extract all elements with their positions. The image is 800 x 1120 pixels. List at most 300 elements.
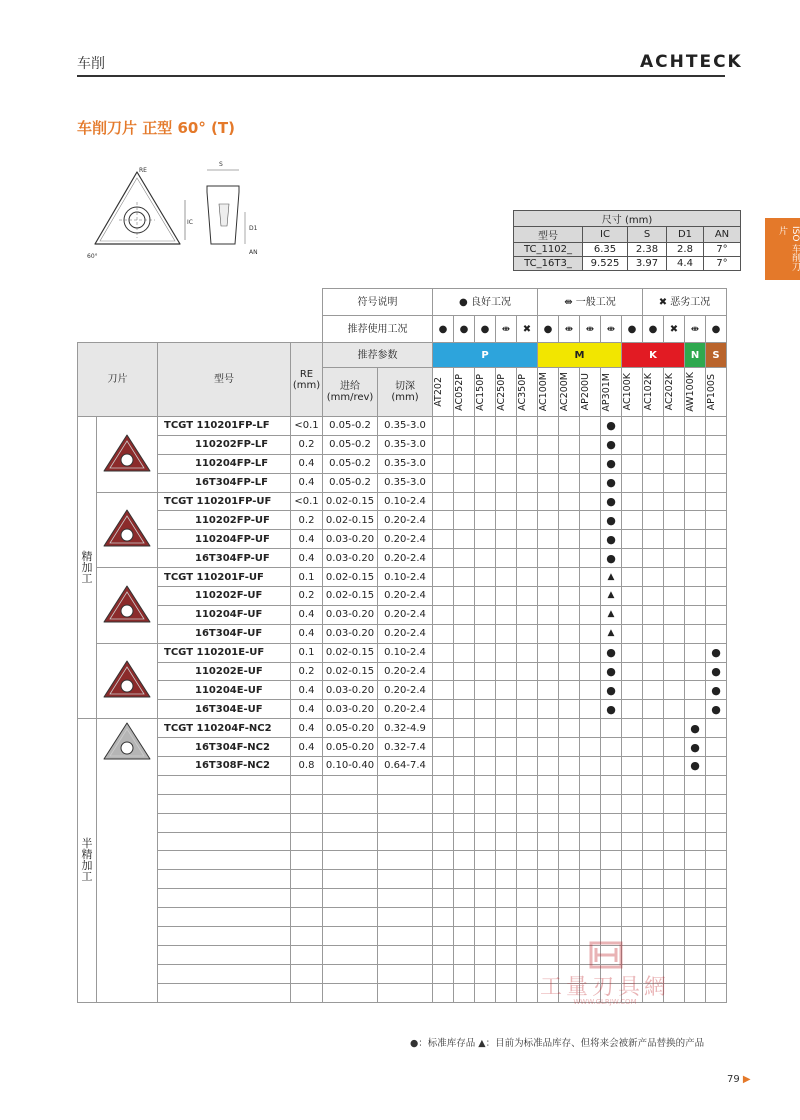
dims-col-model: 型号 <box>514 227 583 243</box>
grade-mark <box>664 417 685 436</box>
depth-cell: 0.20-2.4 <box>378 587 433 606</box>
table-row <box>78 587 727 606</box>
grade-ap301m <box>601 368 622 417</box>
empty-cell <box>378 889 433 908</box>
empty-cell <box>559 813 580 832</box>
grade-mark <box>517 435 538 454</box>
grade-mark <box>475 624 496 643</box>
grade-mark <box>559 624 580 643</box>
empty-cell <box>378 908 433 927</box>
page-arrow-icon: ▶ <box>742 1074 751 1085</box>
grade-mark <box>538 473 559 492</box>
empty-cell <box>323 775 378 794</box>
grade-mark <box>685 530 706 549</box>
grade-mark <box>706 417 727 436</box>
grade-mark <box>433 454 454 473</box>
depth-cell: 0.35-3.0 <box>378 417 433 436</box>
page-title: 车削刀片 正型 60° (T) <box>77 119 235 137</box>
grade-mark: ● <box>601 549 622 568</box>
grade-mark <box>685 511 706 530</box>
grade-mark <box>454 605 475 624</box>
insert-image <box>97 643 158 719</box>
grade-mark <box>433 530 454 549</box>
grade-mark <box>580 492 601 511</box>
insert-diagram <box>77 150 277 270</box>
grade-mark <box>706 492 727 511</box>
empty-cell <box>454 813 475 832</box>
grade-mark <box>559 643 580 662</box>
empty-cell <box>496 813 517 832</box>
recommend-symbol: ⇼ <box>580 316 601 343</box>
empty-cell <box>378 983 433 1002</box>
empty-cell <box>538 889 559 908</box>
grade-mark <box>454 662 475 681</box>
grade-ac250p <box>496 368 517 417</box>
empty-cell <box>643 813 664 832</box>
empty-cell <box>475 964 496 983</box>
grade-mark <box>580 681 601 700</box>
grade-mark <box>538 435 559 454</box>
spacer <box>78 316 323 343</box>
grade-mark <box>559 700 580 719</box>
empty-row <box>78 908 727 927</box>
grade-mark <box>643 681 664 700</box>
ic-label: IC <box>187 219 193 226</box>
grade-mark <box>664 719 685 738</box>
grade-mark <box>517 587 538 606</box>
grade-ac100m <box>538 368 559 417</box>
empty-cell <box>580 813 601 832</box>
grade-mark <box>664 511 685 530</box>
empty-cell <box>622 775 643 794</box>
grade-mark <box>622 492 643 511</box>
empty-cell <box>580 870 601 889</box>
grade-mark <box>622 473 643 492</box>
empty-cell <box>643 794 664 813</box>
grade-mark <box>475 643 496 662</box>
grade-mark <box>433 473 454 492</box>
empty-cell <box>622 794 643 813</box>
dims-cell: 6.35 <box>583 243 628 257</box>
table-row <box>78 417 727 436</box>
grade-mark <box>454 700 475 719</box>
grade-mark <box>664 530 685 549</box>
grade-label: AC150P <box>475 373 486 411</box>
grade-mark <box>685 624 706 643</box>
grade-at202 <box>433 368 454 417</box>
table-row <box>78 435 727 454</box>
grade-mark <box>622 605 643 624</box>
empty-cell <box>496 851 517 870</box>
grade-mark <box>433 492 454 511</box>
grade-mark <box>496 549 517 568</box>
empty-cell <box>685 983 706 1002</box>
empty-cell <box>158 832 291 851</box>
side-tab-label: ISO 车削刀片 <box>777 226 800 272</box>
grade-mark <box>706 473 727 492</box>
empty-cell <box>685 870 706 889</box>
grade-mark <box>685 568 706 587</box>
grade-mark <box>475 681 496 700</box>
grade-ac350p <box>517 368 538 417</box>
grade-mark <box>685 454 706 473</box>
empty-cell <box>475 775 496 794</box>
grade-mark <box>580 454 601 473</box>
empty-cell <box>475 832 496 851</box>
grade-mark <box>538 454 559 473</box>
depth-cell: 0.35-3.0 <box>378 454 433 473</box>
page-number-value: 79 <box>727 1074 740 1085</box>
empty-cell <box>158 908 291 927</box>
grade-mark <box>475 435 496 454</box>
feed-cell: 0.10-0.40 <box>323 757 378 776</box>
grade-mark <box>433 662 454 681</box>
grade-mark <box>433 738 454 757</box>
empty-cell <box>454 908 475 927</box>
re-label: RE <box>139 167 147 174</box>
empty-cell <box>622 870 643 889</box>
depth-cell: 0.20-2.4 <box>378 549 433 568</box>
dims-cell: 3.97 <box>628 257 667 271</box>
grade-mark <box>622 700 643 719</box>
grade-mark <box>580 587 601 606</box>
insert-icon <box>101 657 153 701</box>
empty-cell <box>622 851 643 870</box>
grade-mark: ● <box>706 681 727 700</box>
grade-mark <box>685 662 706 681</box>
dims-col-ic: IC <box>583 227 628 243</box>
an-label: AN <box>249 249 258 256</box>
grade-mark <box>559 511 580 530</box>
insert-image <box>97 492 158 568</box>
grade-mark <box>433 568 454 587</box>
re-cell: 0.2 <box>291 662 323 681</box>
empty-cell <box>559 794 580 813</box>
empty-cell <box>323 983 378 1002</box>
grade-mark <box>685 587 706 606</box>
empty-cell <box>291 908 323 927</box>
empty-cell <box>685 964 706 983</box>
grade-mark <box>580 662 601 681</box>
empty-cell <box>291 964 323 983</box>
category-label: 精 加 工 <box>78 417 97 719</box>
dims-cell: 7° <box>704 257 741 271</box>
dims-col-s: S <box>628 227 667 243</box>
grade-mark <box>622 417 643 436</box>
empty-cell <box>323 908 378 927</box>
table-row <box>78 530 727 549</box>
grade-mark <box>496 681 517 700</box>
dims-cell: TC_16T3_ <box>514 257 583 271</box>
grade-label: AW100K <box>685 372 696 412</box>
recommend-symbol: ⇼ <box>601 316 622 343</box>
re-cell: 0.4 <box>291 700 323 719</box>
empty-cell <box>496 775 517 794</box>
empty-cell <box>496 794 517 813</box>
model-code: TCGT 110201FP-LF <box>164 420 270 432</box>
grade-mark <box>454 681 475 700</box>
grade-mark: ● <box>601 417 622 436</box>
spacer <box>78 289 323 316</box>
feed-cell: 0.05-0.2 <box>323 435 378 454</box>
dims-cell: 9.525 <box>583 257 628 271</box>
grade-mark <box>622 587 643 606</box>
empty-cell <box>496 889 517 908</box>
feed-cell: 0.03-0.20 <box>323 624 378 643</box>
recommend-symbol: ⇼ <box>559 316 580 343</box>
grade-mark <box>580 738 601 757</box>
empty-cell <box>475 870 496 889</box>
dims-col-d1: D1 <box>667 227 704 243</box>
grade-mark <box>664 700 685 719</box>
empty-cell <box>643 908 664 927</box>
depth-cell: 0.35-3.0 <box>378 473 433 492</box>
grade-mark <box>475 568 496 587</box>
grade-mark <box>475 719 496 738</box>
table-row <box>78 757 727 776</box>
grade-mark <box>433 757 454 776</box>
grade-mark: ● <box>685 738 706 757</box>
grade-mark: ● <box>601 662 622 681</box>
feed-cell: 0.03-0.20 <box>323 605 378 624</box>
model-code: 16T304F-UF <box>195 628 263 640</box>
re-cell: 0.1 <box>291 643 323 662</box>
recommend-symbol: ✖ <box>517 316 538 343</box>
feed-cell: 0.02-0.15 <box>323 492 378 511</box>
empty-cell <box>580 908 601 927</box>
table-row <box>78 605 727 624</box>
empty-cell <box>378 832 433 851</box>
depth-cell: 0.20-2.4 <box>378 681 433 700</box>
empty-cell <box>454 775 475 794</box>
empty-cell <box>433 794 454 813</box>
re-cell: 0.1 <box>291 568 323 587</box>
model-code: 110204F-UF <box>195 609 263 621</box>
grade-mark <box>706 568 727 587</box>
empty-cell <box>475 794 496 813</box>
model-cell <box>158 473 291 492</box>
empty-cell <box>538 870 559 889</box>
recommend-row <box>78 316 727 343</box>
model-cell <box>158 454 291 473</box>
grade-mark <box>475 454 496 473</box>
feed-cell: 0.05-0.2 <box>323 473 378 492</box>
grade-mark <box>454 757 475 776</box>
empty-cell <box>454 945 475 964</box>
empty-cell <box>378 927 433 946</box>
empty-cell <box>559 832 580 851</box>
table-row <box>78 511 727 530</box>
recommend-symbol: ● <box>454 316 475 343</box>
grade-mark <box>538 530 559 549</box>
grade-mark <box>454 643 475 662</box>
table-row <box>78 643 727 662</box>
depth-cell: 0.32-4.9 <box>378 719 433 738</box>
feed-cell: 0.02-0.15 <box>323 568 378 587</box>
model-code: 110202F-UF <box>195 590 263 602</box>
grade-mark <box>685 492 706 511</box>
empty-row <box>78 832 727 851</box>
col-params: 推荐参数 <box>323 343 433 368</box>
empty-cell <box>158 927 291 946</box>
empty-cell <box>664 813 685 832</box>
empty-cell <box>475 813 496 832</box>
grade-mark <box>685 605 706 624</box>
empty-cell <box>291 832 323 851</box>
watermark <box>530 940 680 1010</box>
dims-cell: 2.38 <box>628 243 667 257</box>
re-cell: 0.4 <box>291 738 323 757</box>
grade-mark <box>538 492 559 511</box>
empty-cell <box>580 889 601 908</box>
grade-mark <box>559 473 580 492</box>
grade-mark <box>538 643 559 662</box>
depth-cell: 0.10-2.4 <box>378 643 433 662</box>
grade-mark <box>601 719 622 738</box>
insert-image <box>97 568 158 644</box>
grade-mark: ● <box>601 492 622 511</box>
empty-cell <box>454 851 475 870</box>
depth-cell: 0.35-3.0 <box>378 435 433 454</box>
empty-cell <box>601 775 622 794</box>
empty-cell <box>643 870 664 889</box>
grade-mark <box>622 662 643 681</box>
empty-cell <box>158 794 291 813</box>
grade-ap100s <box>706 368 727 417</box>
grade-mark <box>517 492 538 511</box>
grade-mark <box>496 435 517 454</box>
insert-image <box>97 719 158 1002</box>
empty-row <box>78 889 727 908</box>
empty-cell <box>378 851 433 870</box>
recommend-symbol: ● <box>706 316 727 343</box>
table-row <box>78 719 727 738</box>
empty-cell <box>158 964 291 983</box>
side-tab[interactable] <box>765 218 800 280</box>
recommend-symbol: ● <box>475 316 496 343</box>
model-cell <box>158 643 291 662</box>
feed-cell: 0.05-0.20 <box>323 738 378 757</box>
grade-mark <box>643 568 664 587</box>
grade-mark <box>517 624 538 643</box>
grade-mark <box>706 435 727 454</box>
grade-mark <box>685 681 706 700</box>
empty-cell <box>291 927 323 946</box>
model-code: 110202FP-UF <box>195 514 270 526</box>
grade-mark <box>643 511 664 530</box>
brand-logo: ACHTECK <box>640 52 743 72</box>
page-number <box>727 1074 751 1085</box>
model-cell <box>158 435 291 454</box>
grade-mark <box>433 624 454 643</box>
grade-mark <box>601 757 622 776</box>
grade-mark <box>643 757 664 776</box>
empty-cell <box>706 794 727 813</box>
re-cell: 0.4 <box>291 719 323 738</box>
model-cell <box>158 492 291 511</box>
empty-cell <box>538 851 559 870</box>
empty-cell <box>378 813 433 832</box>
empty-cell <box>433 908 454 927</box>
grade-mark: ● <box>706 643 727 662</box>
empty-cell <box>433 775 454 794</box>
model-cell <box>158 681 291 700</box>
empty-cell <box>685 927 706 946</box>
grade-mark <box>475 549 496 568</box>
grade-mark: ● <box>601 700 622 719</box>
empty-cell <box>291 813 323 832</box>
empty-cell <box>601 794 622 813</box>
grade-mark <box>580 530 601 549</box>
empty-cell <box>291 983 323 1002</box>
grade-mark <box>475 511 496 530</box>
header-divider <box>77 75 725 77</box>
empty-cell <box>454 794 475 813</box>
model-cell <box>158 568 291 587</box>
empty-cell <box>323 832 378 851</box>
empty-row <box>78 851 727 870</box>
empty-cell <box>706 775 727 794</box>
grade-mark <box>706 738 727 757</box>
grade-mark <box>496 492 517 511</box>
table-row <box>78 681 727 700</box>
grade-mark: ● <box>685 757 706 776</box>
empty-cell <box>706 945 727 964</box>
model-cell <box>158 757 291 776</box>
empty-cell <box>622 813 643 832</box>
grade-mark: ● <box>706 700 727 719</box>
grade-mark <box>622 530 643 549</box>
empty-cell <box>517 813 538 832</box>
dims-cell: TC_1102_ <box>514 243 583 257</box>
feed-cell: 0.02-0.15 <box>323 662 378 681</box>
grade-mark <box>454 624 475 643</box>
empty-cell <box>580 775 601 794</box>
grade-mark <box>622 435 643 454</box>
grade-mark <box>538 757 559 776</box>
grade-mark <box>664 624 685 643</box>
grade-label: AC202K <box>664 373 675 411</box>
empty-cell <box>580 832 601 851</box>
grade-mark <box>517 473 538 492</box>
insert-icon <box>101 506 153 550</box>
empty-cell <box>643 832 664 851</box>
table-row <box>78 700 727 719</box>
grade-mark <box>622 454 643 473</box>
empty-row <box>78 870 727 889</box>
grade-mark <box>538 568 559 587</box>
dimension-table <box>513 210 741 271</box>
recommend-symbol: ● <box>538 316 559 343</box>
empty-cell <box>517 908 538 927</box>
model-code: TCGT 110204F-NC2 <box>164 722 272 734</box>
triangle-insert-drawing <box>95 172 185 244</box>
grade-mark <box>475 757 496 776</box>
empty-cell <box>517 889 538 908</box>
empty-cell <box>622 832 643 851</box>
empty-cell <box>496 945 517 964</box>
re-cell: <0.1 <box>291 492 323 511</box>
grade-mark <box>559 492 580 511</box>
empty-cell <box>158 983 291 1002</box>
grade-mark <box>706 511 727 530</box>
grade-mark <box>454 738 475 757</box>
empty-cell <box>158 775 291 794</box>
empty-cell <box>378 964 433 983</box>
grade-mark <box>643 492 664 511</box>
empty-cell <box>291 889 323 908</box>
empty-cell <box>158 889 291 908</box>
